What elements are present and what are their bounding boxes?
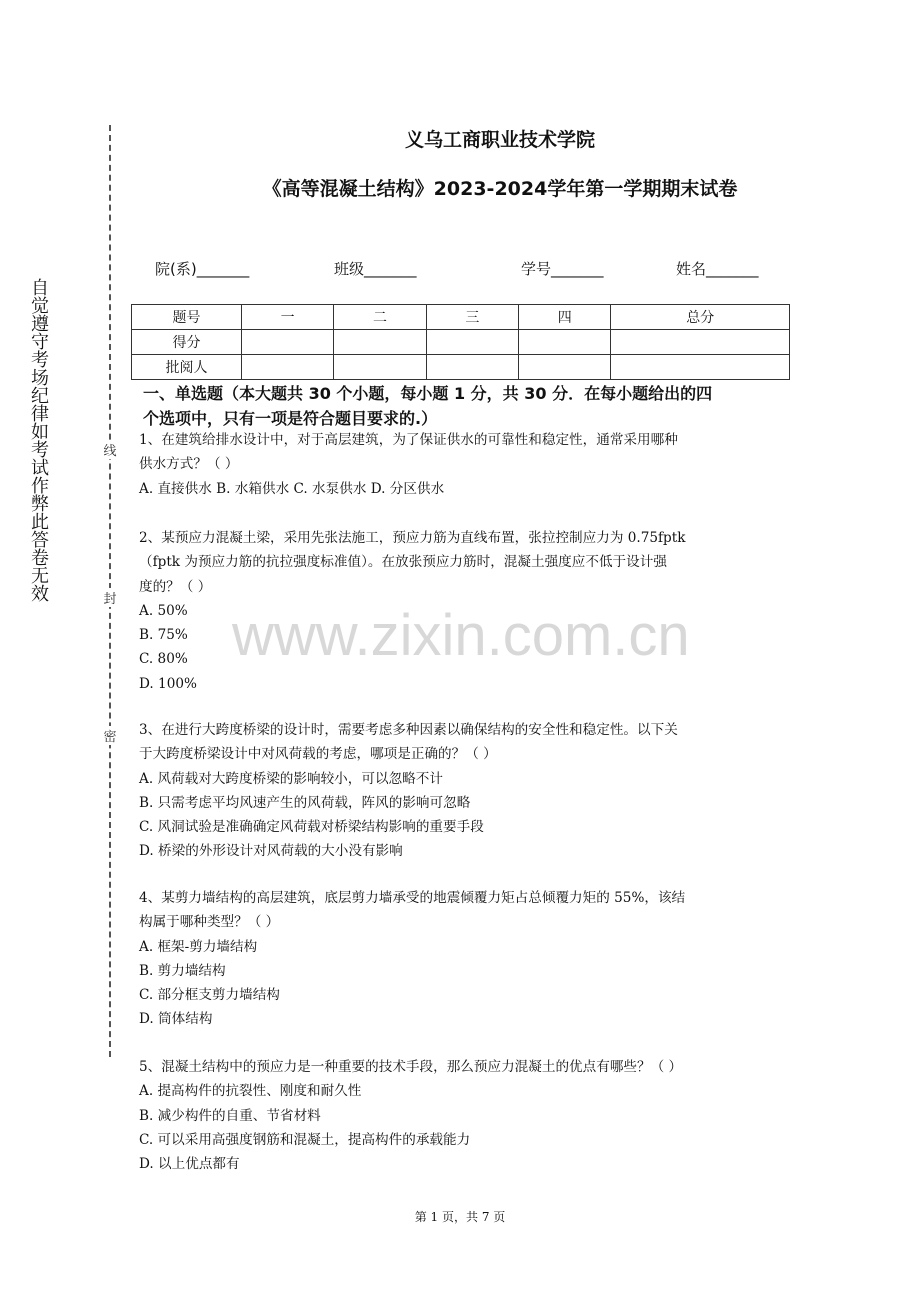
score-cell: 题号 bbox=[132, 305, 242, 330]
score-row bbox=[132, 355, 790, 380]
answer-option[interactable]: C. 部分框支剪力墙结构 bbox=[139, 987, 280, 1004]
school-name: 义乌工商职业技术学院 bbox=[404, 129, 595, 151]
score-cell: 一 bbox=[242, 305, 334, 330]
student-id-field[interactable]: 学号_______ bbox=[521, 260, 604, 278]
exam-title: 《高等混凝土结构》2023-2024学年第一学期期末试卷 bbox=[262, 178, 738, 200]
class-field[interactable]: 班级_______ bbox=[334, 260, 417, 278]
score-cell[interactable] bbox=[334, 355, 426, 380]
answer-option[interactable]: D. 桥梁的外形设计对风荷载的大小没有影响 bbox=[139, 843, 403, 860]
score-table bbox=[131, 304, 790, 380]
score-cell: 批阅人 bbox=[132, 355, 242, 380]
question-text: （fptk 为预应力筋的抗拉强度标准值）。在放张预应力筋时，混凝土强度应不低于设计强 bbox=[139, 554, 667, 571]
section-line: 一、单选题（本大题共 30 个小题，每小题 1 分，共 30 分．在每小题给出的四 bbox=[143, 384, 713, 403]
question-text: 2、某预应力混凝土梁，采用先张法施工，预应力筋为直线布置，张拉控制应力为 0.75fptk bbox=[139, 530, 686, 546]
answer-option[interactable]: D. 以上优点都有 bbox=[139, 1156, 240, 1173]
score-cell[interactable] bbox=[334, 330, 426, 355]
question-text: 构属于哪种类型？（ ） bbox=[139, 914, 280, 931]
page-footer: 第 1 页，共 7 页 bbox=[414, 1210, 506, 1224]
name-field[interactable]: 姓名_______ bbox=[676, 260, 759, 278]
answer-option[interactable]: B. 剪力墙结构 bbox=[139, 962, 226, 979]
question-text: 5、混凝土结构中的预应力是一种重要的技术手段，那么预应力混凝土的优点有哪些？（ ） bbox=[139, 1059, 683, 1075]
answer-option[interactable]: A. 直接供水 B. 水箱供水 C. 水泵供水 D. 分区供水 bbox=[139, 480, 445, 497]
score-row bbox=[132, 330, 790, 355]
answer-option[interactable]: B. 75% bbox=[139, 627, 188, 644]
question-4 bbox=[139, 886, 685, 1032]
score-cell: 二 bbox=[334, 305, 426, 330]
score-cell[interactable] bbox=[426, 355, 518, 380]
question-3 bbox=[139, 718, 678, 864]
score-cell[interactable] bbox=[242, 355, 334, 380]
seal-mark-line: 线 bbox=[102, 440, 118, 459]
score-row bbox=[132, 305, 790, 330]
answer-option[interactable]: B. 只需考虑平均风速产生的风荷载，阵风的影响可忽略 bbox=[139, 794, 471, 811]
question-2 bbox=[139, 526, 685, 696]
section-heading bbox=[143, 381, 793, 431]
score-cell[interactable] bbox=[519, 330, 611, 355]
section-line: 个选项中，只有一项是符合题目要求的.） bbox=[143, 409, 438, 428]
score-cell[interactable] bbox=[242, 330, 334, 355]
question-text: 3、在进行大跨度桥梁的设计时，需要考虑多种因素以确保结构的安全性和稳定性。以下关 bbox=[139, 722, 678, 738]
score-cell: 总分 bbox=[611, 305, 790, 330]
dept-field[interactable]: 院(系)_______ bbox=[155, 260, 250, 278]
question-text: 于大跨度桥梁设计中对风荷载的考虑，哪项是正确的？（ ） bbox=[139, 746, 497, 763]
answer-option[interactable]: C. 80% bbox=[139, 651, 188, 668]
answer-option[interactable]: C. 可以采用高强度钢筋和混凝土，提高构件的承载能力 bbox=[139, 1131, 471, 1148]
score-cell: 三 bbox=[426, 305, 518, 330]
seal-mark-seal: 封 bbox=[102, 588, 118, 607]
answer-option[interactable]: A. 提高构件的抗裂性、刚度和耐久性 bbox=[139, 1083, 362, 1100]
answer-option[interactable]: B. 减少构件的自重、节省材料 bbox=[139, 1107, 321, 1124]
score-cell: 四 bbox=[519, 305, 611, 330]
score-cell[interactable] bbox=[611, 330, 790, 355]
exam-discipline-notice: 自觉遵守考场纪律如考试作弊此答卷无效 bbox=[28, 278, 49, 602]
score-cell: 得分 bbox=[132, 330, 242, 355]
question-text: 1、在建筑给排水设计中，对于高层建筑，为了保证供水的可靠性和稳定性，通常采用哪种 bbox=[139, 432, 678, 448]
watermark: www.zixin.com.cn bbox=[232, 603, 690, 668]
score-cell[interactable] bbox=[611, 355, 790, 380]
question-text: 度的？（ ） bbox=[139, 578, 212, 595]
question-text: 4、某剪力墙结构的高层建筑，底层剪力墙承受的地震倾覆力矩占总倾覆力矩的 55%，该结 bbox=[139, 890, 686, 906]
question-5 bbox=[139, 1055, 682, 1176]
score-cell[interactable] bbox=[519, 355, 611, 380]
question-1 bbox=[139, 428, 678, 501]
answer-option[interactable]: A. 50% bbox=[139, 602, 188, 619]
answer-option[interactable]: D. 筒体结构 bbox=[139, 1011, 213, 1028]
answer-option[interactable]: C. 风洞试验是准确确定风荷载对桥梁结构影响的重要手段 bbox=[139, 819, 484, 836]
answer-option[interactable]: D. 100% bbox=[139, 675, 197, 692]
answer-option[interactable]: A. 框架-剪力墙结构 bbox=[139, 938, 258, 955]
seal-mark-secret: 密 bbox=[102, 726, 118, 745]
answer-option[interactable]: A. 风荷载对大跨度桥梁的影响较小，可以忽略不计 bbox=[139, 770, 443, 787]
question-text: 供水方式？（ ） bbox=[139, 456, 239, 473]
score-cell[interactable] bbox=[426, 330, 518, 355]
